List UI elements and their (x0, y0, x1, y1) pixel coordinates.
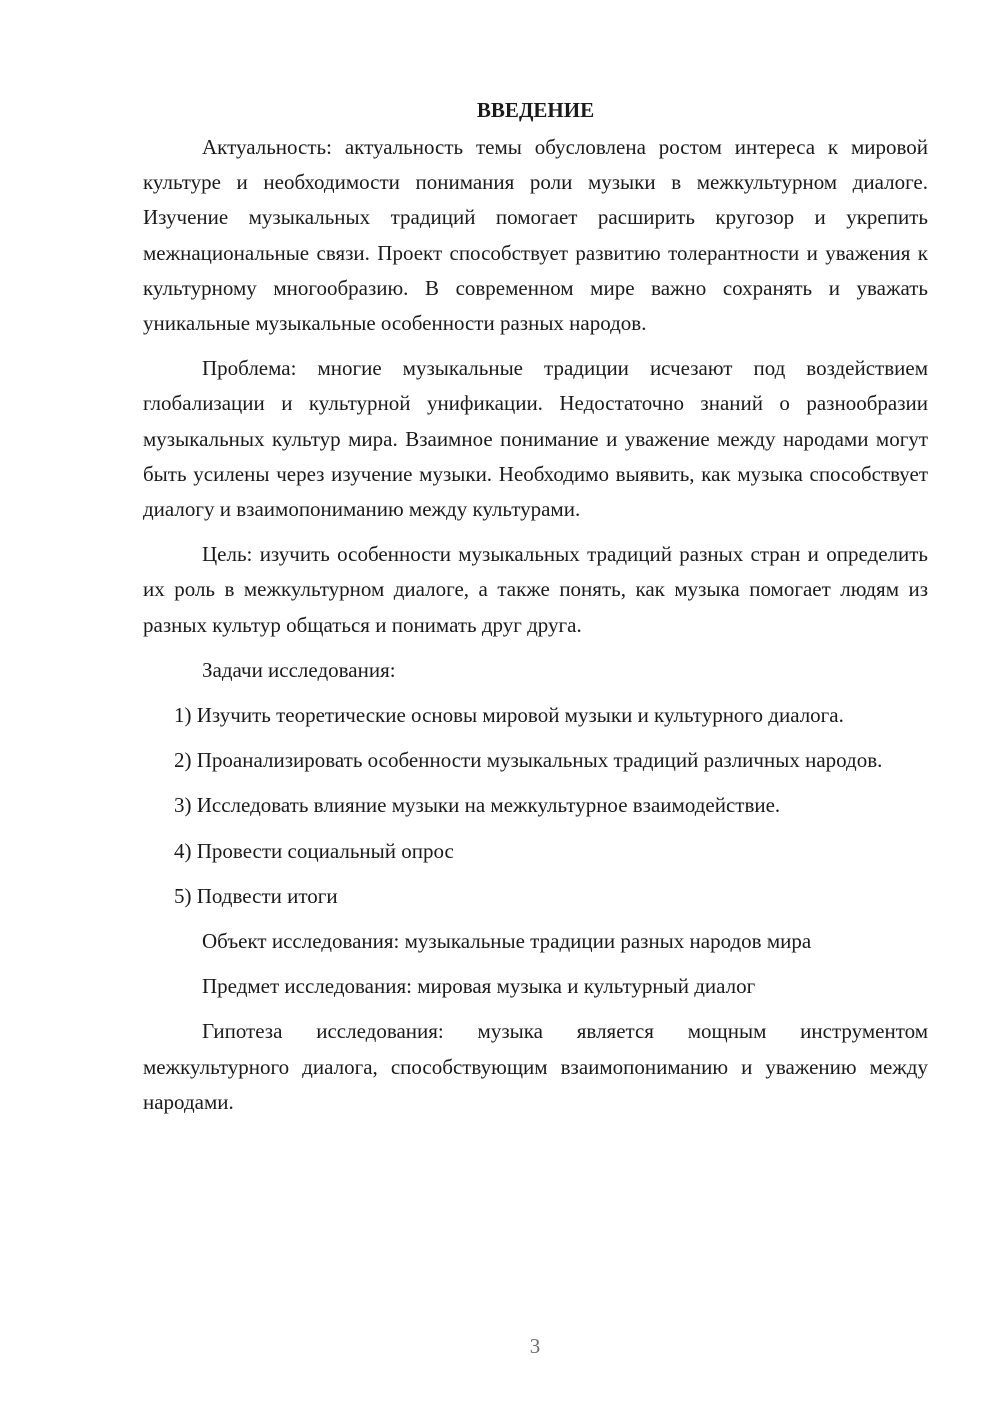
task-item-5: 5) Подвести итоги (174, 883, 338, 908)
task-item-1: 1) Изучить теоретические основы мировой музыки и культурного диалога. (174, 703, 844, 728)
tasks-heading: Задачи исследования: (202, 657, 396, 682)
paragraph-subject: Предмет исследования: мировая музыка и культурный диалог (202, 974, 756, 999)
section-title: ВВЕДЕНИЕ (476, 98, 595, 122)
task-item-4: 4) Провести социальный опрос (174, 838, 454, 863)
paragraph-object: Объект исследования: музыкальные традиции разных народов мира (202, 929, 812, 954)
paragraph-goal: Цель: изучить особенности музыкальных традиций разных стран и определить их роль в межкультурном диалоге, а также понять, как музыка помогает людям из разных культур общаться и понимать друг друга. (143, 542, 928, 637)
paragraph-hypothesis: Гипотеза исследования: музыка является мощным инструментом межкультурного диалога, способствующим взаимопониманию и уважению между народами. (143, 1019, 928, 1114)
document-page (143, 94, 928, 1130)
paragraph-problem: Проблема: многие музыкальные традиции исчезают под воздействием глобализации и культурной унификации. Недостаточно знаний о разнообразии музыкальных культур мира. Взаимное понимание и уважение между народами могут быть усилены через изучение музыки. Необходимо выявить, как музыка способствует диалогу и взаимопониманию между культурами. (143, 356, 928, 522)
task-item-2: 2) Проанализировать особенности музыкальных традиций различных народов. (174, 748, 883, 773)
page-number: 3 (529, 1334, 541, 1358)
task-item-3: 3) Исследовать влияние музыки на межкультурное взаимодействие. (174, 793, 781, 818)
paragraph-relevance: Актуальность: актуальность темы обусловлена ростом интереса к мировой культуре и необходимости понимания роли музыки в межкультурном диалоге. Изучение музыкальных традиций помогает расширить кругозор и укрепить межнациональные связи. Проект способствует развитию толерантности и уважения к культурному многообразию. В современном мире важно сохранять и уважать уникальные музыкальные особенности разных народов. (143, 135, 928, 336)
